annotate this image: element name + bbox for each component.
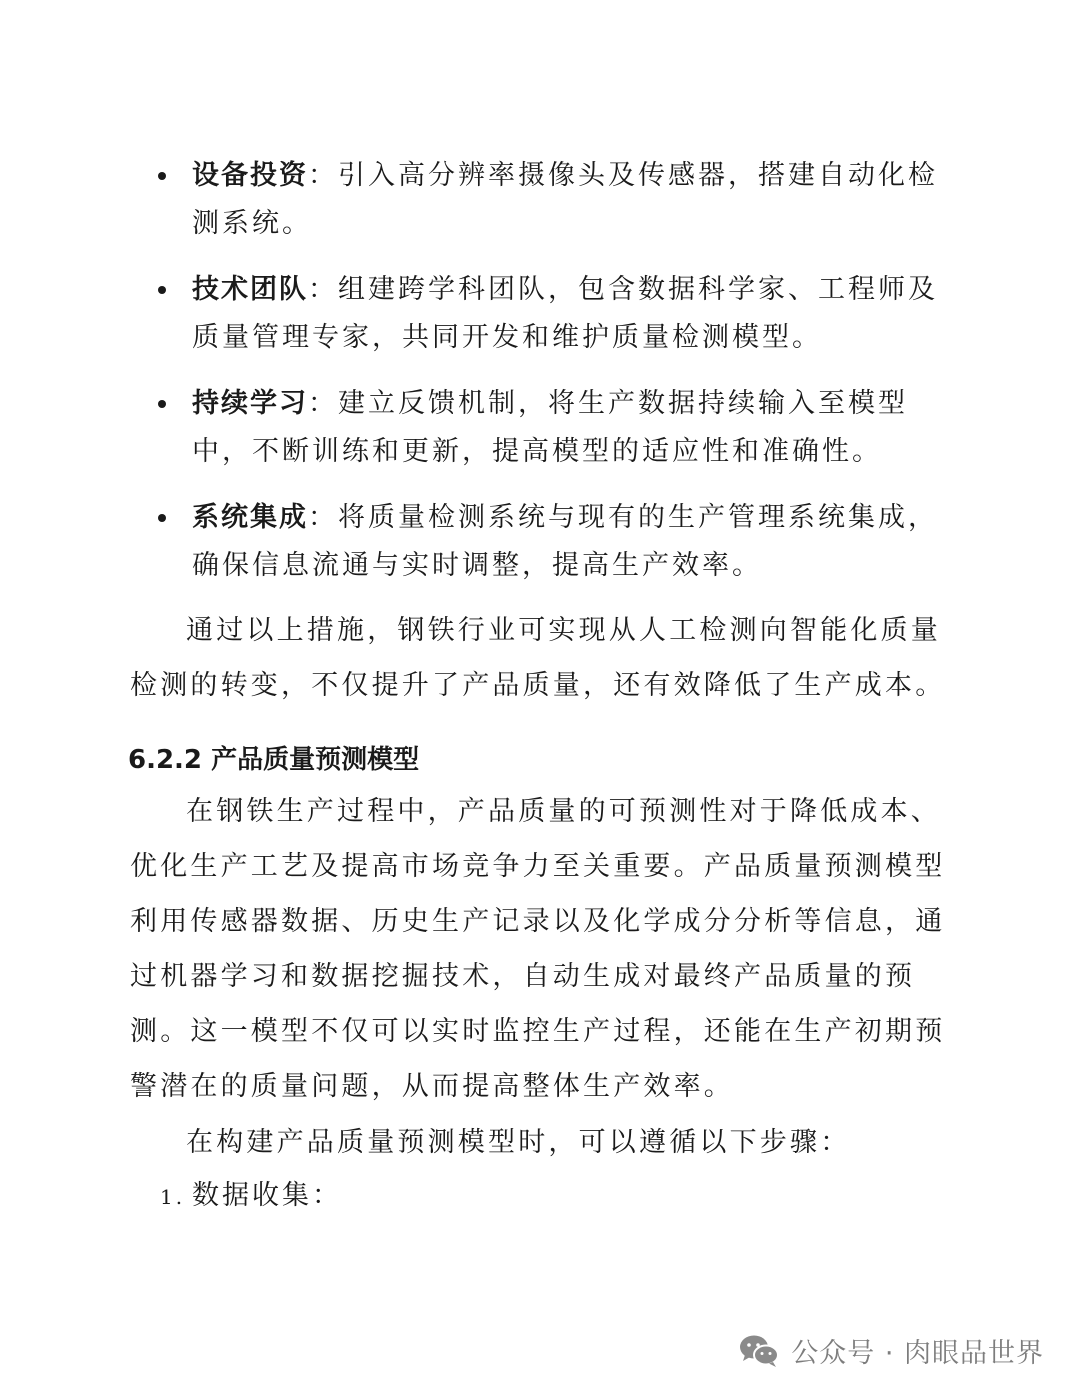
bullet-dot	[158, 172, 166, 180]
bullet-separator: ：	[308, 388, 338, 419]
section-heading: 6.2.2 产品质量预测模型	[128, 745, 420, 775]
bullet-text: 引入高分辨率摄像头及传感器，搭建自动化检测系统。	[192, 160, 938, 239]
bullet-dot	[158, 400, 166, 408]
bullet-dot	[158, 514, 166, 522]
bullet-text: 将质量检测系统与现有的生产管理系统集成，确保信息流通与实时调整，提高生产效率。	[192, 502, 938, 581]
watermark	[739, 1331, 1044, 1370]
section-paragraph-2: 在构建产品质量预测模型时，可以遵循以下步骤：	[186, 1127, 851, 1158]
bullet-term: 系统集成	[192, 502, 308, 533]
summary-paragraph: 通过以上措施，钢铁行业可实现从人工检测向智能化质量检测的转变，不仅提升了产品质量，还有效降低了生产成本。	[130, 615, 946, 701]
bullet-item-equipment	[130, 152, 950, 248]
bullet-text: 建立反馈机制，将生产数据持续输入至模型中，不断训练和更新，提高模型的适应性和准确性。	[192, 388, 908, 467]
numbered-item-data-collection	[160, 1172, 342, 1221]
list-item-text: 数据收集：	[192, 1180, 342, 1211]
bullet-term: 持续学习	[192, 388, 308, 419]
measures-bullet-list	[130, 152, 950, 608]
bullet-item-integration	[130, 494, 950, 590]
bullet-item-team	[130, 266, 950, 362]
bullet-term: 设备投资	[192, 160, 308, 191]
bullet-term: 技术团队	[192, 274, 308, 305]
section-paragraph-1: 在钢铁生产过程中，产品质量的可预测性对于降低成本、优化生产工艺及提高市场竞争力至关重要。产品质量预测模型利用传感器数据、历史生产记录以及化学成分分析等信息，通过机器学习和数据挖掘技术，自动生成对最终产品质量的预测。这一模型不仅可以实时监控生产过程，还能在生产初期预警潜在的质量问题，从而提高整体生产效率。	[130, 796, 946, 1102]
bullet-item-learning	[130, 380, 950, 476]
bullet-separator: ：	[308, 274, 338, 305]
list-number: 1.	[160, 1185, 186, 1209]
bullet-separator: ：	[308, 502, 338, 533]
wechat-icon	[739, 1334, 779, 1368]
bullet-separator: ：	[308, 160, 338, 191]
bullet-text: 组建跨学科团队，包含数据科学家、工程师及质量管理专家，共同开发和维护质量检测模型。	[192, 274, 938, 353]
bullet-dot	[158, 286, 166, 294]
watermark-text: 公众号 · 肉眼品世界	[791, 1338, 1044, 1369]
